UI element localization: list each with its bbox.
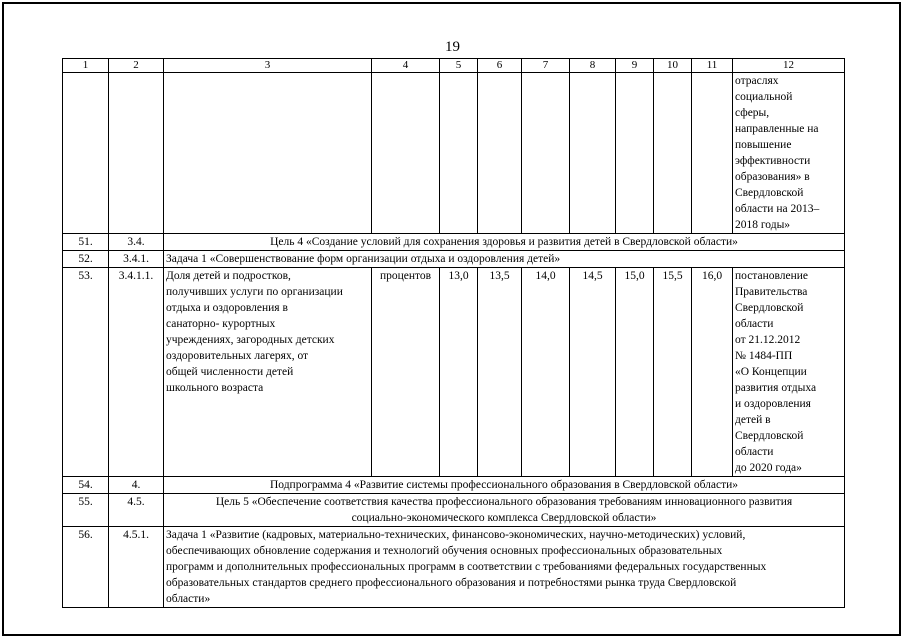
header-cell: 3 (164, 59, 372, 73)
indicator-name: Доля детей и подростков, получивших услуги по организации отдыха и оздоровления в санаторно- курортных учреждениях, загородных детских оздоровительных лагерях, от общей численности детей школьного возраста (164, 268, 372, 477)
indicators-table (62, 58, 845, 608)
task-title: Задача 1 «Развитие (кадровых, материально-технических, финансово-экономических, научно-методических) условий, обеспечивающих обновление содержания и технологий обучения основных профессиональных образовательных программ и дополнительных профессиональных программ в соответствии с требованиями федеральных государственных образовательных стандартов среднего профессионального образования и потребностями рынка труда Свердловской области» (164, 527, 845, 608)
value-cell: 13,5 (478, 268, 522, 477)
table-row (63, 251, 845, 268)
unit-cell: процентов (372, 268, 440, 477)
row-code: 4.5. (109, 494, 164, 527)
table-row-continuation (63, 73, 845, 234)
table-row (63, 494, 845, 527)
value-cell: 16,0 (692, 268, 733, 477)
value-cell: 15,0 (616, 268, 654, 477)
header-cell: 11 (692, 59, 733, 73)
goal-title: Цель 5 «Обеспечение соответствия качества профессионального образования требованиям инновационного развития социально-экономического комплекса Свердловской области» (164, 494, 845, 527)
header-cell: 1 (63, 59, 109, 73)
source-cell: постановление Правительства Свердловской области от 21.12.2012 № 1484-ПП «О Концепции развития отдыха и оздоровления детей в Свердловской области до 2020 года» (733, 268, 845, 477)
table-row (63, 234, 845, 251)
subprogram-title: Подпрограмма 4 «Развитие системы профессионального образования в Свердловской области» (164, 477, 845, 494)
page-number: 19 (445, 39, 460, 55)
header-cell: 12 (733, 59, 845, 73)
header-cell: 9 (616, 59, 654, 73)
value-cell: 14,5 (570, 268, 616, 477)
row-number: 54. (63, 477, 109, 494)
table-row (63, 268, 845, 477)
header-cell: 6 (478, 59, 522, 73)
source-cell: отраслях социальной сферы, направленные на повышение эффективности образования» в Свердловской области на 2013– 2018 годы» (733, 73, 845, 234)
value-cell: 15,5 (654, 268, 692, 477)
value-cell: 13,0 (440, 268, 478, 477)
header-cell: 10 (654, 59, 692, 73)
header-cell: 2 (109, 59, 164, 73)
row-number: 52. (63, 251, 109, 268)
table-row (63, 477, 845, 494)
row-number: 53. (63, 268, 109, 477)
row-code: 3.4.1. (109, 251, 164, 268)
header-cell: 5 (440, 59, 478, 73)
row-number: 51. (63, 234, 109, 251)
header-cell: 4 (372, 59, 440, 73)
row-code: 4.5.1. (109, 527, 164, 608)
value-cell: 14,0 (522, 268, 570, 477)
row-number: 56. (63, 527, 109, 608)
row-code: 3.4. (109, 234, 164, 251)
task-title: Задача 1 «Совершенствование форм организации отдыха и оздоровления детей» (164, 251, 845, 268)
row-code: 3.4.1.1. (109, 268, 164, 477)
goal-title: Цель 4 «Создание условий для сохранения здоровья и развития детей в Свердловской области» (164, 234, 845, 251)
row-number: 55. (63, 494, 109, 527)
table-row (63, 527, 845, 608)
header-row (63, 59, 845, 73)
row-code: 4. (109, 477, 164, 494)
header-cell: 7 (522, 59, 570, 73)
header-cell: 8 (570, 59, 616, 73)
